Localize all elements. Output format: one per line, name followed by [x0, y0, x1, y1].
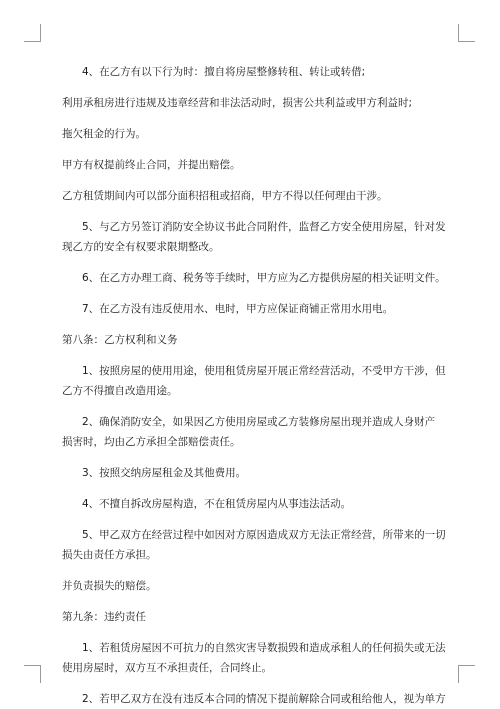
- paragraph: [62, 412, 448, 452]
- paragraph: [62, 525, 448, 565]
- paragraph: [62, 186, 448, 206]
- crop-mark-bottom-right-h: [458, 665, 475, 666]
- paragraph: [62, 576, 448, 596]
- text-line: 乙方租赁期间内可以部分面积招租或招商，甲方不得以任何理由干涉。: [62, 190, 388, 202]
- document-body: [62, 62, 448, 709]
- text-line: 第九条：违约责任: [62, 611, 146, 623]
- paragraph: [62, 155, 448, 175]
- text-line: 2、若甲乙双方在没有违反本合同的情况下提前解除合同或租给他人，视为单方: [82, 693, 446, 705]
- text-line: 甲方有权提前终止合同，并提出赔偿。: [62, 159, 241, 171]
- text-line: 第八条：乙方权利和义务: [62, 334, 178, 346]
- text-line: 乙方不得擅自改造用途。: [62, 385, 178, 397]
- crop-mark-bottom-left: [40, 665, 41, 683]
- text-line: 1、按照房屋的使用用途，使用租赁房屋开展正常经营活动，不受甲方干涉，但: [82, 365, 446, 377]
- text-line: 7、在乙方没有违反使用水、电时，甲方应保证商铺正常用水用电。: [82, 303, 394, 315]
- text-line: 3、按照交纳房屋租金及其他费用。: [82, 467, 247, 479]
- text-line: 损害时，均由乙方承担全部赔偿责任。: [62, 436, 241, 448]
- text-line: 5、甲乙双方在经营过程中如因对方原因造成双方无法正常经营，所带来的一切: [82, 529, 446, 541]
- crop-mark-top-left: [40, 24, 41, 42]
- crop-mark-bottom-right: [458, 665, 459, 683]
- paragraph: [62, 494, 448, 514]
- text-line: 4、在乙方有以下行为时：擅自将房屋整修转租、转让或转借;: [82, 66, 366, 78]
- text-line: 并负责损失的赔偿。: [62, 580, 157, 592]
- crop-mark-top-right-h: [458, 41, 475, 42]
- paragraph: [62, 62, 448, 82]
- paragraph: [62, 124, 448, 144]
- paragraph: [62, 268, 448, 288]
- text-line: 拖欠租金的行为。: [62, 128, 146, 140]
- paragraph: [62, 638, 448, 678]
- paragraph: [62, 299, 448, 319]
- text-line: 1、若租赁房屋因不可抗力的自然灾害导数损毁和造成承租人的任何损失或无法: [82, 642, 446, 654]
- crop-mark-top-left-h: [24, 41, 41, 42]
- paragraph: [62, 217, 448, 257]
- paragraph: [62, 93, 448, 113]
- text-line: 6、在乙方办理工商、税务等手续时，甲方应为乙方提供房屋的相关证明文件。: [82, 272, 446, 284]
- text-line: 损失由责任方承担。: [62, 549, 157, 561]
- paragraph: [62, 361, 448, 401]
- section-heading: [62, 607, 448, 627]
- section-heading: [62, 330, 448, 350]
- paragraph: [62, 463, 448, 483]
- text-line: 使用房屋时，双方互不承担责任，合同终止。: [62, 662, 272, 674]
- crop-mark-top-right: [458, 24, 459, 42]
- paragraph: [62, 689, 448, 709]
- crop-mark-bottom-left-h: [24, 665, 41, 666]
- text-line: 2、确保消防安全，如果因乙方使用房屋或乙方装修房屋出现并造成人身财产: [82, 416, 436, 428]
- text-line: 5、与乙方另签订消防安全协议书此合同附件，监督乙方安全使用房屋，针对发: [82, 221, 446, 233]
- text-line: 利用承租房进行违规及违章经营和非法活动时，损害公共利益或甲方利益时;: [62, 97, 413, 109]
- text-line: 4、不擅自拆改房屋构造，不在租赁房屋内从事违法活动。: [82, 498, 352, 510]
- text-line: 现乙方的安全有权要求限期整改。: [62, 241, 220, 253]
